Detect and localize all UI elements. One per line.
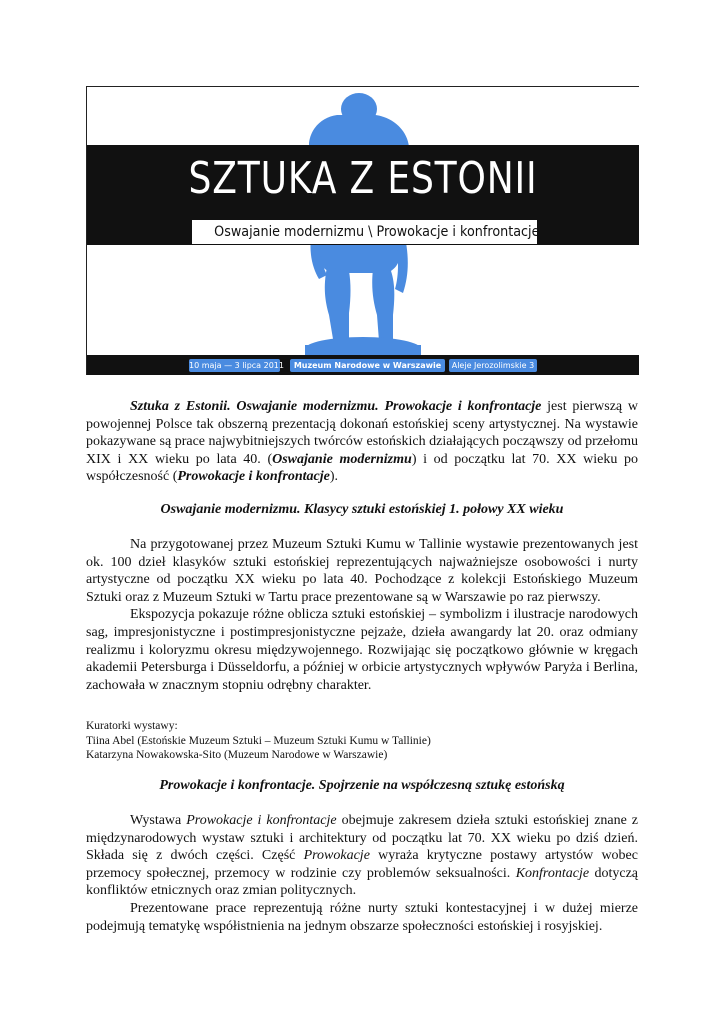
section2-text-d: dotyczą konfliktów etnicznych oraz zmian politycznych. <box>86 865 639 899</box>
curator-2: Katarzyna Nowakowska-Sito (Muzeum Narodowe w Warszawie) <box>86 749 388 762</box>
section1-heading: Oswajanie modernizmu. Klasycy sztuki estońskiej 1. połowy XX wieku <box>160 502 564 517</box>
section2-text-c: wyraża krytyczne postawy artystów wobec przemocy społecznej, przemocy w rodzinie czy problemów seksualności. <box>86 848 638 881</box>
intro-text-1: jest pierwszą w powojennej Polsce tak obszerną prezentacją dokonań estońskiej sceny artystycznej. Na wystawie pokazywane są prace najwybitniejszych twórców estońskich działających począwszy od przełomu XIX i XX wieku po lata 40. ( <box>86 399 638 467</box>
exhibition-banner <box>86 86 639 375</box>
curators-block <box>86 719 638 763</box>
banner-date: 10 maja — 3 lipca 2011 <box>189 361 284 370</box>
banner-subtitle <box>192 220 540 244</box>
banner-museum: Muzeum Narodowe w Warszawie <box>290 359 445 372</box>
intro-title: Sztuka z Estonii. Oswajanie modernizmu. Prowokacje i konfrontacje <box>130 399 542 414</box>
section2-em-1: Prowokacje i konfrontacje <box>186 813 337 828</box>
section2-text-a: Wystawa <box>130 813 187 828</box>
section1-body <box>86 536 638 694</box>
section2-em-3: Konfrontacje <box>515 865 590 881</box>
curator-1: Tiina Abel (Estońskie Muzeum Sztuki – Muzeum Sztuki Kumu w Tallinie) <box>86 734 431 747</box>
section1-paragraph-2: Ekspozycja pokazuje różne oblicza sztuki estońskiej – symbolizm i ilustracje narodowych sag, impresjonistyczne i postimpresjonistyczne pejzaże, dzieła awangardy lat 20. oraz odmiany realizmu i koloryzmu okresu międzywojennego. Rozwijając się początkowo głównie w kręgach akademii Petersburga i Düsseldorfu, a później w orbicie artystycznych wpływów Paryża i Berlina, zachowała w znacznym stopniu odrębny charakter. <box>86 607 638 693</box>
banner-address: Aleje Jerozolimskie 3 <box>449 359 537 372</box>
banner-subtitle-text: Oswajanie modernizmu \ Prowokacje i konfrontacje <box>214 224 540 240</box>
intro-em-2: Prowokacje i konfrontacje <box>177 469 330 485</box>
section2-body <box>86 812 638 935</box>
intro-text-3: ). <box>329 469 338 485</box>
curators-label: Kuratorki wystawy: <box>86 720 178 732</box>
section2-text-b: obejmuje zakresem dzieła sztuki estońskiej znane z międzynarodowych wystaw sztuki i architektury od początku lat 70. XX wieku po dziś dzień. Składa się z dwóch części. Część <box>86 813 639 864</box>
banner-title: SZTUKA Z ESTONII <box>188 153 538 204</box>
section2-paragraph-2: Prezentowane prace reprezentują różne nurty sztuki kontestacyjnej i w dużej mierze podejmują tematykę współistnienia na jednym obszarze społeczności estońskiej i rosyjskiej. <box>86 900 638 934</box>
intro-em-1: Oswajanie modernizmu <box>272 451 412 467</box>
section1-paragraph-1: Na przygotowanej przez Muzeum Sztuki Kumu w Tallinie wystawie prezentowanych jest ok. 100 dzieł klasyków sztuki estońskiej reprezentujących najważniejsze osobowości i nurty artystyczne od początku XX wieku po lata 40. Pochodzące z kolekcji Estońskiego Muzeum Sztuki oraz z Muzeum Sztuki w Tartu prace prezentowane są w Warszawie po raz pierwszy. <box>86 537 638 605</box>
section2-paragraph-1 <box>86 812 638 900</box>
intro-text-2: ) i od początku lat 70. XX wieku po współczesność ( <box>86 451 639 485</box>
intro-paragraph <box>86 398 638 486</box>
section2-em-2: Prowokacje <box>303 848 370 864</box>
section2-heading: Prowokacje i konfrontacje. Spojrzenie na współczesną sztukę estońską <box>159 778 565 793</box>
